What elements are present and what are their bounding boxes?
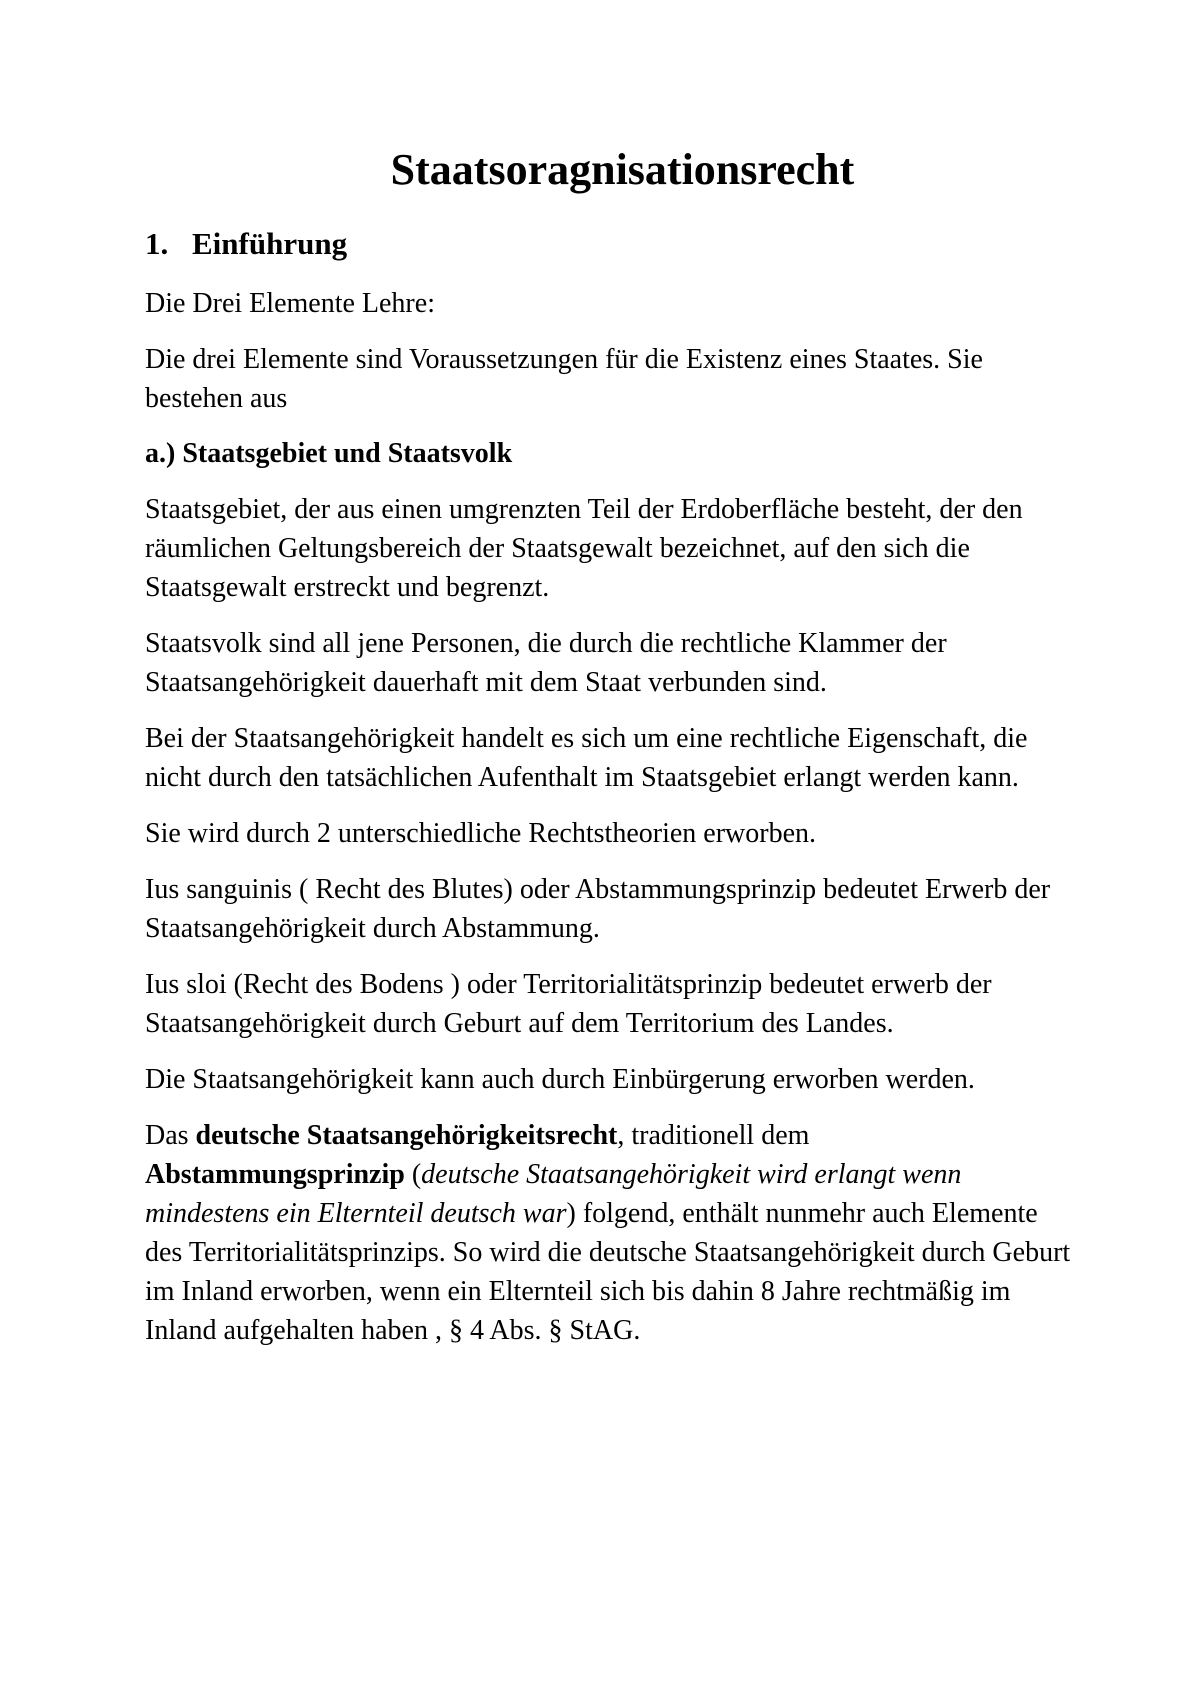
paragraph-einbuergerung: Die Staatsangehörigkeit kann auch durch Einbürgerung erworben werden. bbox=[145, 1064, 975, 1095]
document-title: Staatsoragnisationsrecht bbox=[390, 145, 855, 194]
section-label: Einführung bbox=[192, 226, 348, 261]
section-number: 1. bbox=[145, 226, 169, 261]
text-segment: ( bbox=[404, 1159, 422, 1190]
italic-explanation: deutsche Staatsangehörigkeit wird erlangt wenn mindestens ein Elternteil deutsch war bbox=[145, 1159, 962, 1229]
paragraph-ius-sanguinis: Ius sanguinis ( Recht des Blutes) oder Abstammungsprinzip bedeutet Erwerb der Staatsangehörigkeit durch Abstammung. bbox=[145, 874, 1051, 944]
bold-term-staatsangehoerigkeitsrecht: deutsche Staatsangehörigkeitsrecht bbox=[195, 1120, 618, 1151]
paragraph-staatsgebiet: Staatsgebiet, der aus einen umgrenzten Teil der Erdoberfläche besteht, der den räumlichen Geltungsbereich der Staatsgewalt bezeichnet, auf den sich die Staatsgewalt erstreckt und begrenzt. bbox=[145, 494, 1023, 603]
paragraph-rechtstheorien: Sie wird durch 2 unterschiedliche Rechtstheorien erworben. bbox=[145, 818, 817, 849]
paragraph-deutsches-recht bbox=[145, 1116, 1075, 1350]
text-segment: ) folgend, enthält nunmehr auch Elemente des Territorialitätsprinzips. So wird die deutsche Staatsangehörigkeit durch Geburt im Inland erworben, wenn ein Elternteil sich bis dahin 8 Jahre rechtmäßig im Inland aufgehalten haben , § 4 Abs. § StAG. bbox=[145, 1198, 1071, 1346]
intro-label: Die Drei Elemente Lehre: bbox=[145, 288, 435, 319]
paragraph-staatsangehoerigkeit: Bei der Staatsangehörigkeit handelt es sich um eine rechtliche Eigenschaft, die nicht durch den tatsächlichen Aufenthalt im Staatsgebiet erlangt werden kann. bbox=[145, 723, 1028, 793]
text-segment: , traditionell dem bbox=[617, 1120, 810, 1151]
intro-text: Die drei Elemente sind Voraussetzungen für die Existenz eines Staates. Sie bestehen aus bbox=[145, 344, 983, 414]
bold-term-abstammungsprinzip: Abstammungsprinzip bbox=[145, 1159, 405, 1190]
document-page bbox=[145, 140, 1075, 1367]
section-heading bbox=[145, 224, 1075, 264]
text-segment: Das bbox=[145, 1120, 196, 1151]
paragraph-ius-soli: Ius sloi (Recht des Bodens ) oder Territorialitätsprinzip bedeutet erwerb der Staatsangehörigkeit durch Geburt auf dem Territorium des Landes. bbox=[145, 969, 992, 1039]
paragraph-staatsvolk: Staatsvolk sind all jene Personen, die durch die rechtliche Klammer der Staatsangehörigkeit dauerhaft mit dem Staat verbunden sind. bbox=[145, 628, 947, 698]
subsection-heading: a.) Staatsgebiet und Staatsvolk bbox=[145, 438, 513, 469]
